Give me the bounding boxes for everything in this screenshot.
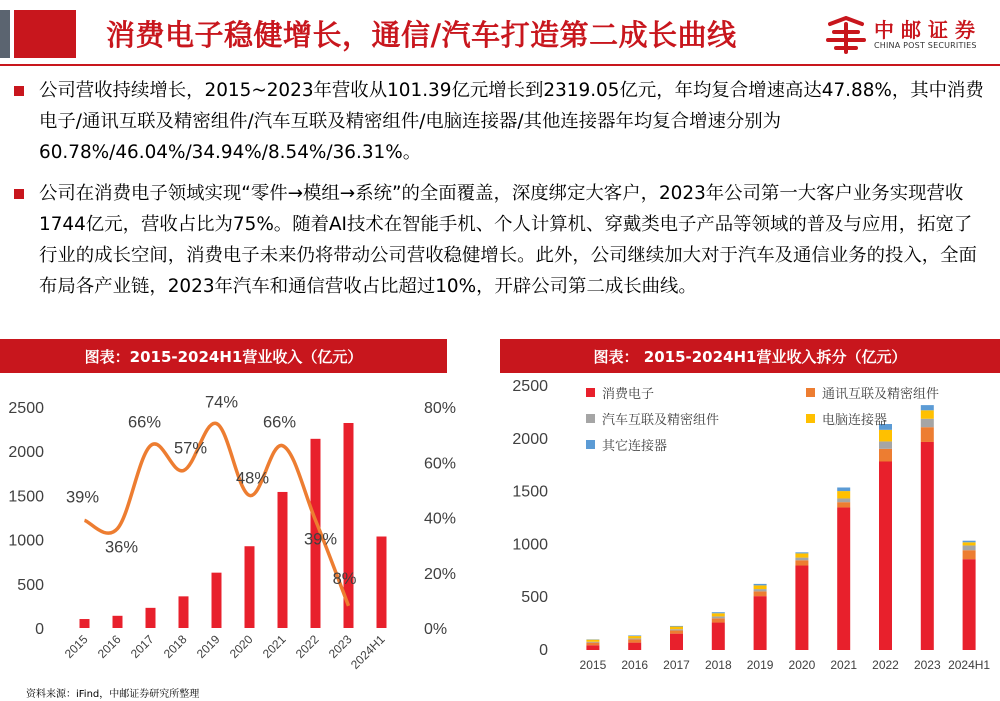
growth-rate-label: 66% bbox=[127, 413, 162, 432]
revenue-bar bbox=[278, 492, 288, 628]
revenue-bar bbox=[146, 608, 156, 628]
header-red-block bbox=[14, 10, 76, 58]
stacked-bar-segment bbox=[670, 634, 683, 650]
chart1-title: 图表：2015-2024H1营业收入（亿元） bbox=[0, 339, 447, 373]
y2-axis-tick-label: 40% bbox=[424, 510, 457, 528]
stacked-bar-segment bbox=[712, 612, 725, 613]
x-axis-tick-label: 2019 bbox=[746, 658, 774, 672]
bullet-text: 公司营收持续增长，2015~2023年营收从101.39亿元增长到2319.05亿元，年均复合增速高达47.88%，其中消费电子/通讯互联及精密组件/汽车互联及精密组件/电脑连接器/其他连接器年均复合增速分别为60.78%/46.04%/34.94%/8.54%/36.31%。 bbox=[39, 80, 984, 163]
x-axis-tick-label: 2021 bbox=[830, 658, 858, 672]
stacked-bar-segment bbox=[837, 498, 850, 502]
stacked-bar-segment bbox=[795, 566, 808, 650]
y2-axis-tick-label: 0% bbox=[424, 621, 448, 638]
x-axis-tick-label: 2020 bbox=[788, 658, 816, 672]
stacked-bar-segment bbox=[754, 585, 767, 589]
company-logo bbox=[826, 14, 998, 58]
logo-english-name: CHINA POST SECURITIES bbox=[874, 41, 977, 50]
y2-axis-tick-label: 60% bbox=[424, 455, 457, 473]
stacked-bar-segment bbox=[963, 545, 976, 550]
y-axis-tick-label: 2500 bbox=[8, 400, 44, 417]
y-axis-tick-label: 1000 bbox=[512, 536, 548, 554]
stacked-bar-segment bbox=[628, 639, 641, 642]
bullet-consumer-electronics bbox=[14, 178, 984, 302]
x-axis-tick-label: 2023 bbox=[325, 632, 355, 662]
growth-rate-label: 39% bbox=[303, 530, 338, 549]
legend-label: 其它连接器 bbox=[602, 439, 668, 454]
x-axis-tick-label: 2016 bbox=[621, 658, 649, 672]
growth-rate-label: 8% bbox=[332, 569, 357, 588]
legend-swatch bbox=[806, 414, 815, 423]
revenue-bar bbox=[377, 537, 387, 628]
y-axis-tick-label: 1500 bbox=[512, 483, 548, 501]
stacked-bar-segment bbox=[754, 584, 767, 585]
stacked-bar-segment bbox=[712, 616, 725, 618]
x-axis-tick-label: 2015 bbox=[579, 658, 607, 672]
stacked-bar-segment bbox=[879, 462, 892, 650]
stacked-bar-segment bbox=[586, 643, 599, 646]
stacked-bar-segment bbox=[628, 643, 641, 650]
page-title: 消费电子稳健增长，通信/汽车打造第二成长曲线 bbox=[106, 18, 737, 52]
stacked-bar-segment bbox=[879, 441, 892, 448]
stacked-bar-segment bbox=[670, 626, 683, 627]
stacked-bar-segment bbox=[921, 442, 934, 650]
bullet-marker-icon bbox=[14, 189, 24, 199]
stacked-bar-segment bbox=[795, 560, 808, 565]
logo-mark-icon bbox=[826, 16, 866, 54]
stacked-bar-segment bbox=[921, 410, 934, 418]
legend-label: 消费电子 bbox=[602, 387, 655, 402]
chart2-title: 图表： 2015-2024H1营业收入拆分（亿元） bbox=[500, 339, 1000, 373]
stacked-bar-segment bbox=[712, 613, 725, 616]
y-axis-tick-label: 2500 bbox=[512, 378, 548, 395]
x-axis-tick-label: 2024H1 bbox=[347, 632, 388, 672]
y2-axis-tick-label: 80% bbox=[424, 400, 457, 417]
stacked-bar-segment bbox=[628, 635, 641, 636]
revenue-bar bbox=[113, 616, 123, 628]
stacked-bar-segment bbox=[670, 629, 683, 630]
logo-chinese-name: 中邮证券 bbox=[874, 18, 982, 42]
legend-label: 汽车互联及精密组件 bbox=[602, 413, 720, 428]
growth-rate-label: 74% bbox=[204, 393, 239, 412]
bullet-revenue-growth bbox=[14, 75, 984, 168]
y-axis-tick-label: 1500 bbox=[8, 488, 44, 506]
y-axis-tick-label: 0 bbox=[35, 621, 44, 638]
stacked-bar-segment bbox=[963, 550, 976, 559]
legend-swatch bbox=[806, 388, 815, 397]
x-axis-tick-label: 2017 bbox=[663, 658, 690, 672]
bullet-marker-icon bbox=[14, 86, 24, 96]
x-axis-tick-label: 2017 bbox=[127, 632, 157, 662]
stacked-bar-segment bbox=[586, 642, 599, 643]
x-axis-tick-label: 2016 bbox=[94, 632, 124, 662]
legend-label: 电脑连接器 bbox=[822, 413, 888, 428]
stacked-bar-segment bbox=[921, 427, 934, 442]
growth-rate-label: 57% bbox=[173, 439, 208, 458]
stacked-bar-segment bbox=[795, 553, 808, 557]
x-axis-tick-label: 2020 bbox=[226, 632, 256, 662]
stacked-bar-segment bbox=[921, 405, 934, 410]
stacked-bar-segment bbox=[837, 507, 850, 650]
stacked-bar-segment bbox=[837, 502, 850, 507]
x-axis-tick-label: 2022 bbox=[872, 658, 899, 672]
stacked-bar-segment bbox=[586, 640, 599, 642]
x-axis-tick-label: 2021 bbox=[259, 632, 289, 662]
legend-swatch bbox=[586, 388, 595, 397]
legend-swatch bbox=[586, 414, 595, 423]
revenue-bar bbox=[179, 596, 189, 628]
y2-axis-tick-label: 20% bbox=[424, 565, 457, 583]
x-axis-tick-label: 2024H1 bbox=[948, 658, 991, 672]
growth-rate-label: 36% bbox=[104, 538, 139, 557]
stacked-bar-segment bbox=[754, 589, 767, 591]
growth-rate-label: 39% bbox=[65, 488, 100, 507]
legend-swatch bbox=[586, 440, 595, 449]
x-axis-tick-label: 2022 bbox=[292, 632, 322, 662]
x-axis-tick-label: 2015 bbox=[61, 632, 91, 662]
stacked-bar-segment bbox=[670, 627, 683, 630]
revenue-breakdown-chart bbox=[500, 370, 1000, 680]
stacked-bar-segment bbox=[628, 636, 641, 638]
stacked-bar-segment bbox=[963, 559, 976, 650]
stacked-bar-segment bbox=[921, 419, 934, 427]
stacked-bar-segment bbox=[586, 645, 599, 650]
stacked-bar-segment bbox=[670, 630, 683, 633]
source-note: 资料来源：iFind，中邮证券研究所整理 bbox=[26, 689, 200, 700]
stacked-bar-segment bbox=[879, 449, 892, 462]
stacked-bar-segment bbox=[712, 618, 725, 622]
growth-rate-label: 66% bbox=[262, 413, 297, 432]
stacked-bar-segment bbox=[795, 558, 808, 561]
header-accent-bar bbox=[0, 10, 10, 58]
x-axis-tick-label: 2018 bbox=[160, 632, 190, 662]
y-axis-tick-label: 500 bbox=[17, 576, 44, 594]
growth-rate-label: 48% bbox=[235, 469, 270, 488]
stacked-bar-segment bbox=[963, 541, 976, 543]
stacked-bar-segment bbox=[837, 491, 850, 498]
stacked-bar-segment bbox=[879, 430, 892, 442]
legend-label: 通讯互联及精密组件 bbox=[822, 387, 940, 402]
stacked-bar-segment bbox=[712, 623, 725, 650]
y-axis-tick-label: 2000 bbox=[8, 444, 44, 462]
stacked-bar-segment bbox=[963, 542, 976, 545]
header-divider bbox=[0, 64, 1000, 66]
stacked-bar-segment bbox=[837, 487, 850, 491]
revenue-bar bbox=[245, 546, 255, 628]
x-axis-tick-label: 2023 bbox=[913, 658, 941, 672]
stacked-bar-segment bbox=[754, 596, 767, 650]
x-axis-tick-label: 2018 bbox=[704, 658, 732, 672]
revenue-bar bbox=[80, 619, 90, 628]
y-axis-tick-label: 0 bbox=[539, 642, 548, 659]
y-axis-tick-label: 500 bbox=[521, 589, 548, 607]
bullet-text: 公司在消费电子领域实现“零件→模组→系统”的全面覆盖，深度绑定大客户，2023年公司第一大客户业务实现营收1744亿元，营收占比为75%。随着AI技术在智能手机、个人计算机、穿戴类电子产品等领域的普及与应用，拓宽了行业的成长空间，消费电子未来仍将带动公司营收稳健增长。此外，公司继续加大对于汽车及通信业务的投入，全面布局各产业链，2023年汽车和通信营收占比超过10%，开辟公司第二成长曲线。 bbox=[39, 183, 977, 297]
revenue-chart bbox=[0, 380, 500, 690]
y-axis-tick-label: 1000 bbox=[8, 532, 44, 550]
y-axis-tick-label: 2000 bbox=[512, 430, 548, 448]
stacked-bar-segment bbox=[754, 591, 767, 596]
stacked-bar-segment bbox=[795, 552, 808, 553]
revenue-bar bbox=[212, 573, 222, 628]
stacked-bar-segment bbox=[628, 638, 641, 639]
x-axis-tick-label: 2019 bbox=[193, 632, 223, 662]
